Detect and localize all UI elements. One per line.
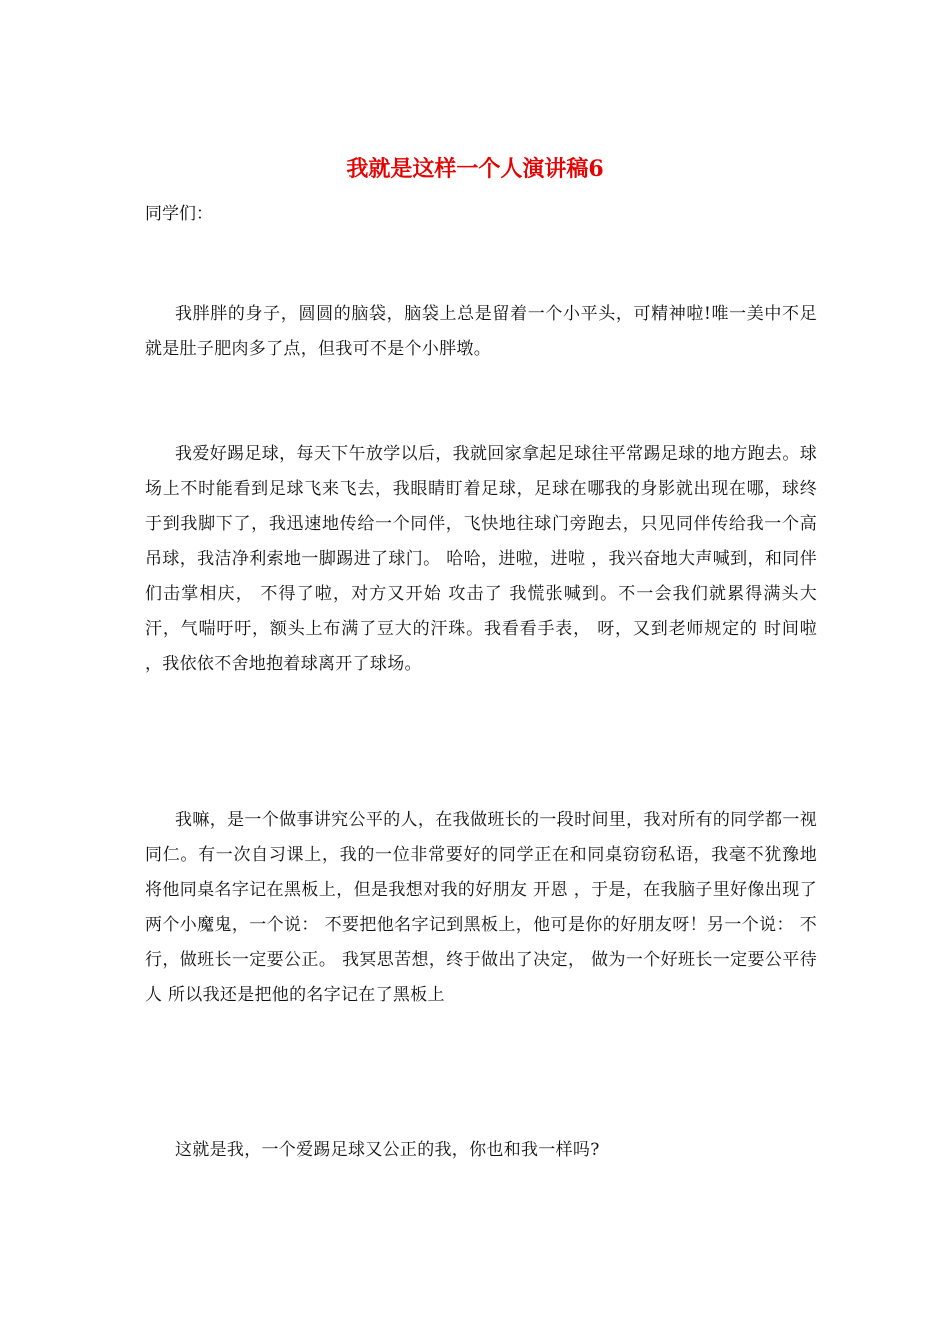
paragraph-football: 我爱好踢足球，每天下午放学以后，我就回家拿起足球往平常踢足球的地方跑去。球场上不时能看到足球飞来飞去，我眼睛盯着足球，足球在哪我的身影就出现在哪，球终于到我脚下了，我迅速地传给一个同伴，飞快地往球门旁跑去，只见同伴传给我一个高吊球，我洁净利索地一脚踢进了球门。 哈哈，进啦，进啦 ，我兴奋地大声喊到，和同伴们击掌相庆， 不得了啦，对方又开始 攻击了 我慌张喊到。不一会我们就累得满头大汗，气喘吁吁，额头上布满了豆大的汗珠。我看看手表， 呀，又到老师规定的 时间啦 ，我依依不舍地抱着球离开了球场。 <box>145 444 817 674</box>
paragraph-fairness: 我嘛，是一个做事讲究公平的人，在我做班长的一段时间里，我对所有的同学都一视同仁。有一次自习课上，我的一位非常要好的同学正在和同桌窃窃私语，我毫不犹豫地将他同桌名字记在黑板上，但是我想对我的好朋友 开恩 ，于是，在我脑子里好像出现了两个小魔鬼，一个说： 不要把他名字记到黑板上，他可是你的好朋友呀！另一个说： 不行，做班长一定要公正。 我冥思苦想，终于做出了决定， 做为一个好班长一定要公平待人 所以我还是把他的名字记在了黑板上 <box>145 810 817 1005</box>
greeting-line: 同学们： <box>145 204 213 224</box>
paragraph-conclusion: 这就是我，一个爱踢足球又公正的我，你也和我一样吗? <box>175 1140 600 1160</box>
paragraph-appearance: 我胖胖的身子，圆圆的脑袋，脑袋上总是留着一个小平头，可精神啦!唯一美中不足就是肚子肥肉多了点，但我可不是个小胖墩。 <box>145 304 817 359</box>
document-title: 我就是这样一个人演讲稿6 <box>346 156 604 182</box>
